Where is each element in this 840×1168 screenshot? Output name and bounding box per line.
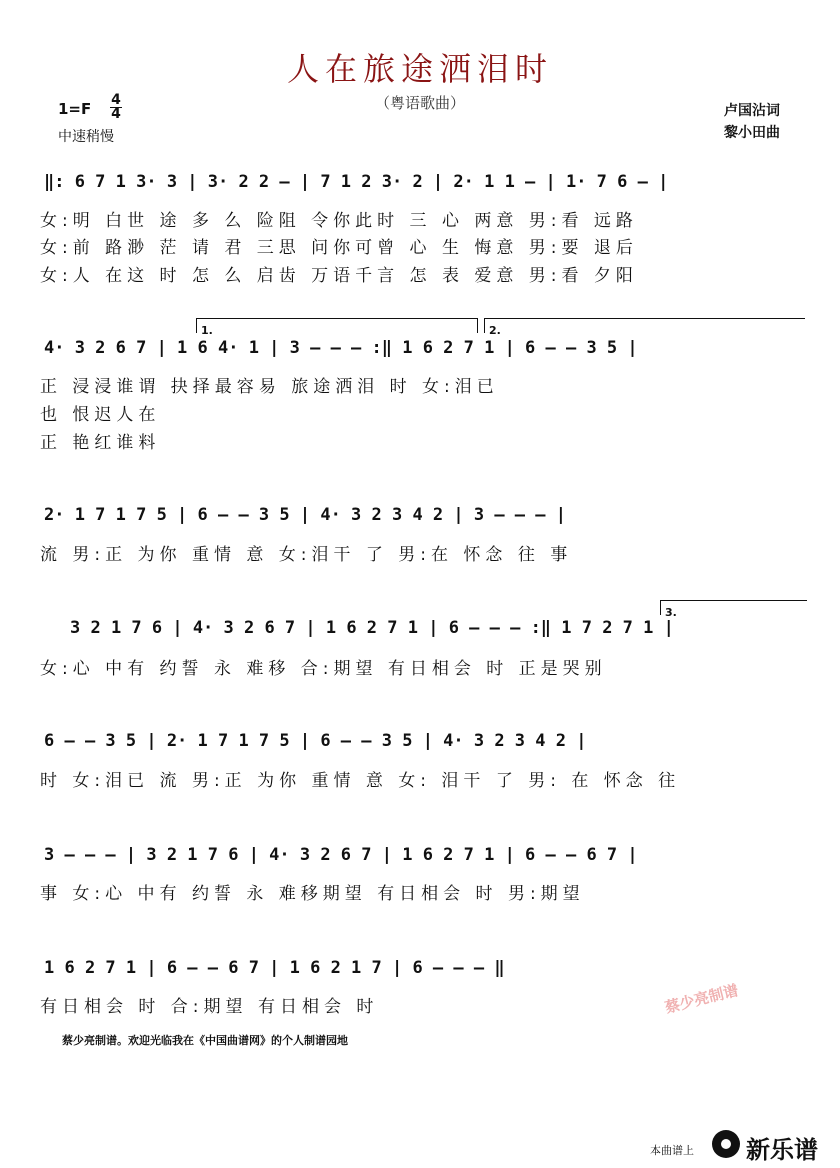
lyrics-line-7: 有日相会 时 合:期望 有日相会 时 — [40, 997, 379, 1017]
lyricist: 卢国沾词 — [724, 103, 780, 119]
song-title: 人在旅途洒泪时 — [286, 50, 553, 88]
notation-line-2: 4· 3 2 6 7 | 1 6 4· 1 | 3 – – – :‖ 1 6 2 7 1 | 6 – – 3 5 | — [44, 338, 638, 358]
volta-label-2: 2. — [489, 324, 501, 337]
lyrics-line-6: 事 女:心 中有 约誓 永 难移期望 有日相会 时 男:期望 — [40, 884, 585, 904]
volta-bracket-3 — [660, 600, 807, 619]
notation-line-1: ‖: 6 7 1 3· 3 | 3· 2 2 – | 7 1 2 3· 2 | 2· 1 1 – | 1· 7 6 – | — [44, 172, 669, 192]
lyrics-line-4: 女:心 中有 约誓 永 难移 合:期望 有日相会 时 正是哭别 — [40, 659, 607, 679]
key-signature: 1=F — [58, 100, 92, 118]
lyrics-line-2-verse-1: 正 浸浸谁谓 抉择最容易 旅途洒泪 时 女:泪已 — [40, 377, 499, 397]
notation-line-5: 6 – – 3 5 | 2· 1 7 1 7 5 | 6 – – 3 5 | 4· 3 2 3 4 2 | — [44, 731, 587, 751]
lyrics-line-2-verse-2: 也 恨迟人在 — [40, 405, 161, 425]
volta-label-1: 1. — [201, 324, 213, 337]
site-label: 本曲谱上 — [650, 1144, 694, 1157]
time-signature — [110, 94, 122, 121]
lyrics-line-1-verse-2: 女:前 路渺 茫 请 君 三思 问你可曾 心 生 悔意 男:要 退后 — [40, 238, 638, 258]
tempo-marking: 中速稍慢 — [58, 129, 114, 145]
volta-bracket-2 — [484, 318, 805, 337]
time-top: 4 — [111, 92, 121, 108]
lyrics-line-2-verse-3: 正 艳红谁料 — [40, 433, 161, 453]
lyrics-line-1-verse-1: 女:明 白世 途 多 么 险阻 令你此时 三 心 两意 男:看 远路 — [40, 211, 638, 231]
lyrics-line-3: 流 男:正 为你 重情 意 女:泪干 了 男:在 怀念 往 事 — [40, 545, 573, 565]
volta-bracket-1 — [196, 318, 478, 337]
lyrics-line-5: 时 女:泪已 流 男:正 为你 重情 意 女: 泪干 了 男: 在 怀念 往 — [40, 771, 681, 791]
notation-line-6: 3 – – – | 3 2 1 7 6 | 4· 3 2 6 7 | 1 6 2 7 1 | 6 – – 6 7 | — [44, 845, 638, 865]
watermark: 蔡少亮制谱 — [663, 981, 741, 1017]
composer: 黎小田曲 — [724, 125, 780, 141]
time-bottom: 4 — [111, 106, 121, 122]
notation-line-7: 1 6 2 7 1 | 6 – – 6 7 | 1 6 2 1 7 | 6 – – – ‖ — [44, 958, 505, 978]
notation-line-3: 2· 1 7 1 7 5 | 6 – – 3 5 | 4· 3 2 3 4 2 | 3 – – – | — [44, 505, 566, 525]
notation-line-4: 3 2 1 7 6 | 4· 3 2 6 7 | 1 6 2 7 1 | 6 – – – :‖ 1 7 2 7 1 | — [70, 618, 674, 638]
footer-note: 蔡少亮制谱。欢迎光临我在《中国曲谱网》的个人制谱园地 — [62, 1034, 348, 1047]
volta-label-3: 3. — [665, 606, 677, 619]
logo-disc-icon — [712, 1130, 740, 1158]
song-subtitle: （粤语歌曲） — [374, 94, 465, 112]
brand-name: 新乐谱 — [746, 1136, 818, 1164]
lyrics-line-1-verse-3: 女:人 在这 时 怎 么 启齿 万语千言 怎 表 爱意 男:看 夕阳 — [40, 266, 638, 286]
